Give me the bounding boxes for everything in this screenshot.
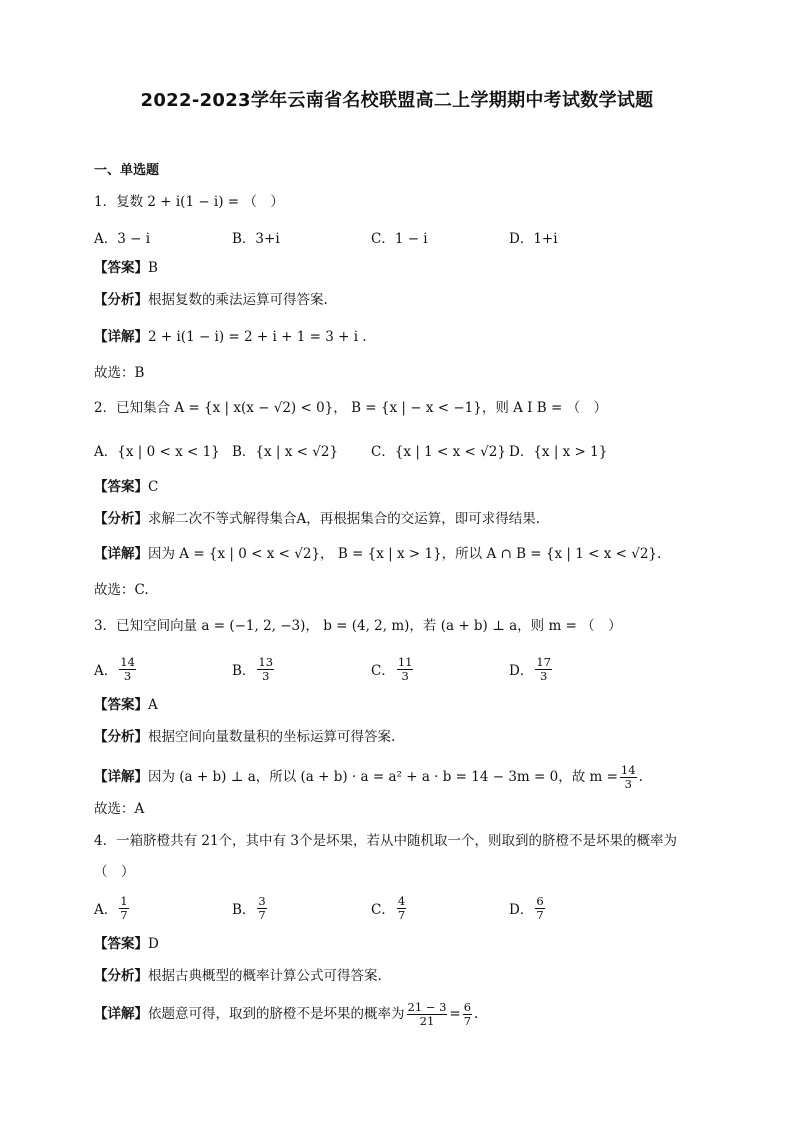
- q1-option-a: A．3 − i: [94, 231, 151, 247]
- q3-choice: 故选：A: [94, 801, 145, 817]
- q2-detail: 【详解】因为 A = {x | 0 < x < √2}， B = {x | x > 1}，所以 A ∩ B = {x | 1 < x < √2}.: [94, 546, 662, 562]
- fraction: $\frac{13}{3}$: [258, 654, 274, 683]
- q1-analysis: 【分析】根据复数的乘法运算可得答案.: [94, 292, 328, 308]
- q4-stem-line2: （ ）: [94, 864, 135, 880]
- q3-detail: 【详解】 因为 (a + b) ⊥ a，所以 (a + b) · a = a² + a · b = 14 − 3m = 0，故 m = $\frac{14}{3}$ .: [94, 762, 643, 791]
- q1-option-d: D．1+i: [509, 231, 558, 247]
- q1-option-c: C．1 − i: [371, 231, 428, 247]
- q2-option-a: A．{x | 0 < x < 1}: [94, 444, 220, 460]
- fraction: $\frac{6}{7}$: [463, 999, 472, 1028]
- q4-option-c: C． $\frac{4}{7}$: [371, 893, 406, 922]
- q1-detail: 【详解】2 + i(1 − i) = 2 + i + 1 = 3 + i .: [94, 329, 367, 345]
- q2-option-b: B．{x | x < √2}: [232, 444, 339, 460]
- q4-option-b: B． $\frac{3}{7}$: [232, 893, 266, 922]
- section-heading: 一、单选题: [94, 163, 160, 178]
- q1-answer: 【答案】B: [94, 260, 158, 276]
- fraction: $\frac{14}{3}$: [120, 654, 135, 683]
- q4-option-a: A． $\frac{1}{7}$: [94, 893, 128, 922]
- q3-option-d: D． $\frac{17}{3}$: [509, 654, 551, 683]
- q2-answer: 【答案】C: [94, 479, 159, 495]
- q4-analysis: 【分析】根据古典概型的概率计算公式可得答案.: [94, 968, 382, 984]
- fraction: $\frac{14}{3}$: [620, 762, 636, 791]
- q4-answer: 【答案】D: [94, 936, 159, 952]
- fraction: $\frac{11}{3}$: [397, 654, 413, 683]
- q3-option-a: A． $\frac{14}{3}$: [94, 654, 135, 683]
- fraction: $\frac{6}{7}$: [536, 893, 544, 922]
- q3-option-c: C． $\frac{11}{3}$: [371, 654, 413, 683]
- fraction: $\frac{3}{7}$: [258, 893, 266, 922]
- fraction: $\frac{17}{3}$: [536, 654, 551, 683]
- q3-stem: 3．已知空间向量 a = (−1, 2, −3)， b = (4, 2, m)，若 (a + b) ⊥ a，则 m = （ ）: [94, 618, 622, 634]
- q3-analysis: 【分析】根据空间向量数量积的坐标运算可得答案.: [94, 729, 396, 745]
- page-title: 2022-2023学年云南省名校联盟高二上学期期中考试数学试题: [140, 90, 654, 111]
- q4-stem-line1: 4．一箱脐橙共有 21个，其中有 3个是坏果，若从中随机取一个，则取到的脐橙不是坏果的概率为: [94, 833, 677, 849]
- q1-choice: 故选：B: [94, 365, 145, 381]
- q4-option-d: D． $\frac{6}{7}$: [509, 893, 544, 922]
- fraction: $\frac{1}{7}$: [120, 893, 128, 922]
- q3-option-b: B． $\frac{13}{3}$: [232, 654, 274, 683]
- q2-analysis: 【分析】求解二次不等式解得集合A，再根据集合的交运算，即可求得结果.: [94, 511, 541, 527]
- q2-stem: 2．已知集合 A = {x | x(x − √2) < 0}， B = {x | − x < −1}，则 A I B = （ ）: [94, 400, 608, 416]
- q2-choice: 故选：C.: [94, 582, 149, 598]
- fraction: $\frac{4}{7}$: [397, 893, 406, 922]
- q1-option-b: B．3+i: [232, 231, 280, 247]
- q3-answer: 【答案】A: [94, 697, 158, 713]
- q2-option-d: D．{x | x > 1}: [509, 444, 608, 460]
- fraction: $\frac{21 - 3}{21}$: [407, 999, 447, 1028]
- q2-option-c: C．{x | 1 < x < √2}: [371, 444, 506, 460]
- q4-detail: 【详解】 依题意可得，取到的脐橙不是坏果的概率为 $\frac{21 - 3}{21}$ = $\frac{6}{7}$ .: [94, 999, 479, 1028]
- q1-stem: 1．复数 2 + i(1 − i) = （ ）: [94, 194, 284, 210]
